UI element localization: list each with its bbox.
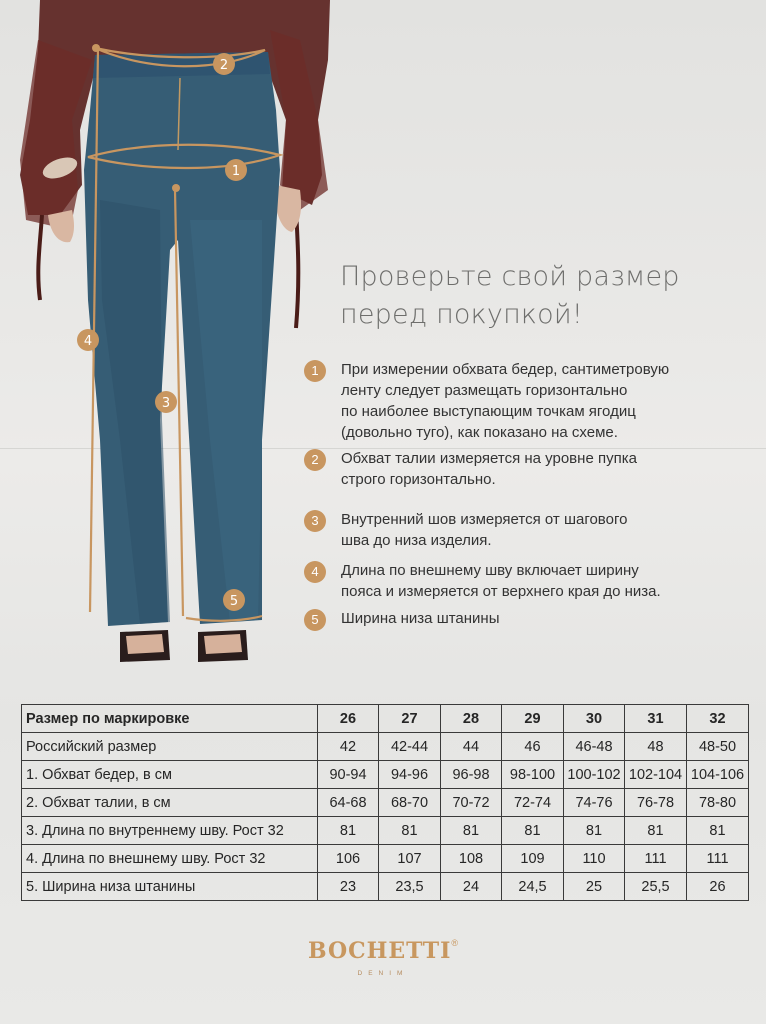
table-cell: 98-100 xyxy=(502,761,564,789)
table-cell: 23 xyxy=(318,873,379,901)
table-cell: 24 xyxy=(441,873,502,901)
size-header-cell: 31 xyxy=(625,705,687,733)
tip-5-text: Ширина низа штанины xyxy=(341,610,500,627)
table-cell: 108 xyxy=(441,845,502,873)
blouse-sleeve-left xyxy=(20,40,92,230)
tip-4-number: 4 xyxy=(304,561,326,583)
table-cell: 81 xyxy=(687,817,749,845)
header-label-cell: Размер по маркировке xyxy=(22,705,318,733)
tip-1-number: 1 xyxy=(304,360,326,382)
tip-1-text: При измерении обхвата бедер, сантиметровую ленту следует размещать горизонтально по наиболее выступающим точкам ягодиц (довольно туго), как показано на схеме. xyxy=(341,361,670,441)
table-row xyxy=(22,873,749,901)
table-cell: 81 xyxy=(564,817,625,845)
row-label-cell: 1. Обхват бедер, в см xyxy=(22,761,318,789)
tip-3-text: Внутренний шов измеряется от шагового шва до низа изделия. xyxy=(341,511,628,549)
table-cell: 24,5 xyxy=(502,873,564,901)
size-table xyxy=(21,704,749,901)
table-cell: 107 xyxy=(379,845,441,873)
table-row xyxy=(22,761,749,789)
dot-crotch xyxy=(172,184,180,192)
size-header-cell: 28 xyxy=(441,705,502,733)
table-cell: 42-44 xyxy=(379,733,441,761)
tip-3-number: 3 xyxy=(304,510,326,532)
row-label-cell: 3. Длина по внутреннему шву. Рост 32 xyxy=(22,817,318,845)
table-cell: 64-68 xyxy=(318,789,379,817)
size-header-cell: 30 xyxy=(564,705,625,733)
table-cell: 68-70 xyxy=(379,789,441,817)
table-cell: 42 xyxy=(318,733,379,761)
tip-4-text: Длина по внешнему шву включает ширину пояса и измеряется от верхнего края до низа. xyxy=(341,562,661,600)
table-cell: 90-94 xyxy=(318,761,379,789)
table-cell: 25 xyxy=(564,873,625,901)
table-row xyxy=(22,845,749,873)
tip-4 xyxy=(304,560,744,602)
table-cell: 25,5 xyxy=(625,873,687,901)
foot-left xyxy=(126,634,164,654)
table-cell: 100-102 xyxy=(564,761,625,789)
brand-name: BOCHETTI xyxy=(307,938,452,964)
blouse-tie-right xyxy=(296,210,298,328)
size-header-cell: 32 xyxy=(687,705,749,733)
tip-5-number: 5 xyxy=(304,609,326,631)
tip-3 xyxy=(304,509,744,551)
row-label-cell: Российский размер xyxy=(22,733,318,761)
table-cell: 78-80 xyxy=(687,789,749,817)
hand-left xyxy=(48,210,74,242)
table-row xyxy=(22,733,749,761)
row-label-cell: 5. Ширина низа штанины xyxy=(22,873,318,901)
heading-line-2: перед покупкой! xyxy=(340,299,583,330)
table-cell: 81 xyxy=(318,817,379,845)
table-cell: 81 xyxy=(502,817,564,845)
table-cell: 72-74 xyxy=(502,789,564,817)
tip-1 xyxy=(304,359,744,443)
table-cell: 46-48 xyxy=(564,733,625,761)
marker-4-label: 4 xyxy=(83,334,93,349)
size-header-cell: 26 xyxy=(318,705,379,733)
table-cell: 74-76 xyxy=(564,789,625,817)
foot-right xyxy=(204,634,242,654)
table-cell: 102-104 xyxy=(625,761,687,789)
table-cell: 81 xyxy=(625,817,687,845)
marker-3-label: 3 xyxy=(161,396,171,411)
table-row xyxy=(22,789,749,817)
table-cell: 111 xyxy=(625,845,687,873)
brand-registered-mark: ® xyxy=(451,938,459,948)
tip-2-number: 2 xyxy=(304,449,326,471)
brand-subtitle: DENIM xyxy=(357,970,409,977)
tip-2-text: Обхват талии измеряется на уровне пупка строго горизонтально. xyxy=(341,450,637,488)
table-cell: 76-78 xyxy=(625,789,687,817)
marker-2-label: 2 xyxy=(219,58,229,73)
table-cell: 70-72 xyxy=(441,789,502,817)
table-header-row xyxy=(22,705,749,733)
blouse-tie-left xyxy=(38,215,42,300)
tip-2 xyxy=(304,448,744,490)
table-cell: 44 xyxy=(441,733,502,761)
table-cell: 109 xyxy=(502,845,564,873)
table-cell: 94-96 xyxy=(379,761,441,789)
table-cell: 104-106 xyxy=(687,761,749,789)
table-cell: 48-50 xyxy=(687,733,749,761)
table-cell: 48 xyxy=(625,733,687,761)
row-label-cell: 2. Обхват талии, в см xyxy=(22,789,318,817)
heading-line-1: Проверьте свой размер xyxy=(340,261,680,292)
dot-waist-left xyxy=(92,44,100,52)
table-cell: 26 xyxy=(687,873,749,901)
marker-5-label: 5 xyxy=(229,594,239,609)
table-cell: 110 xyxy=(564,845,625,873)
table-cell: 111 xyxy=(687,845,749,873)
size-header-cell: 27 xyxy=(379,705,441,733)
model-figure xyxy=(0,0,340,680)
table-cell: 46 xyxy=(502,733,564,761)
row-label-cell: 4. Длина по внешнему шву. Рост 32 xyxy=(22,845,318,873)
table-cell: 106 xyxy=(318,845,379,873)
table-cell: 23,5 xyxy=(379,873,441,901)
tip-5 xyxy=(304,608,744,631)
table-cell: 81 xyxy=(441,817,502,845)
table-row xyxy=(22,817,749,845)
table-cell: 96-98 xyxy=(441,761,502,789)
size-header-cell: 29 xyxy=(502,705,564,733)
marker-1-label: 1 xyxy=(231,164,241,179)
page-heading xyxy=(340,258,740,334)
brand-logo xyxy=(0,938,766,977)
table-cell: 81 xyxy=(379,817,441,845)
